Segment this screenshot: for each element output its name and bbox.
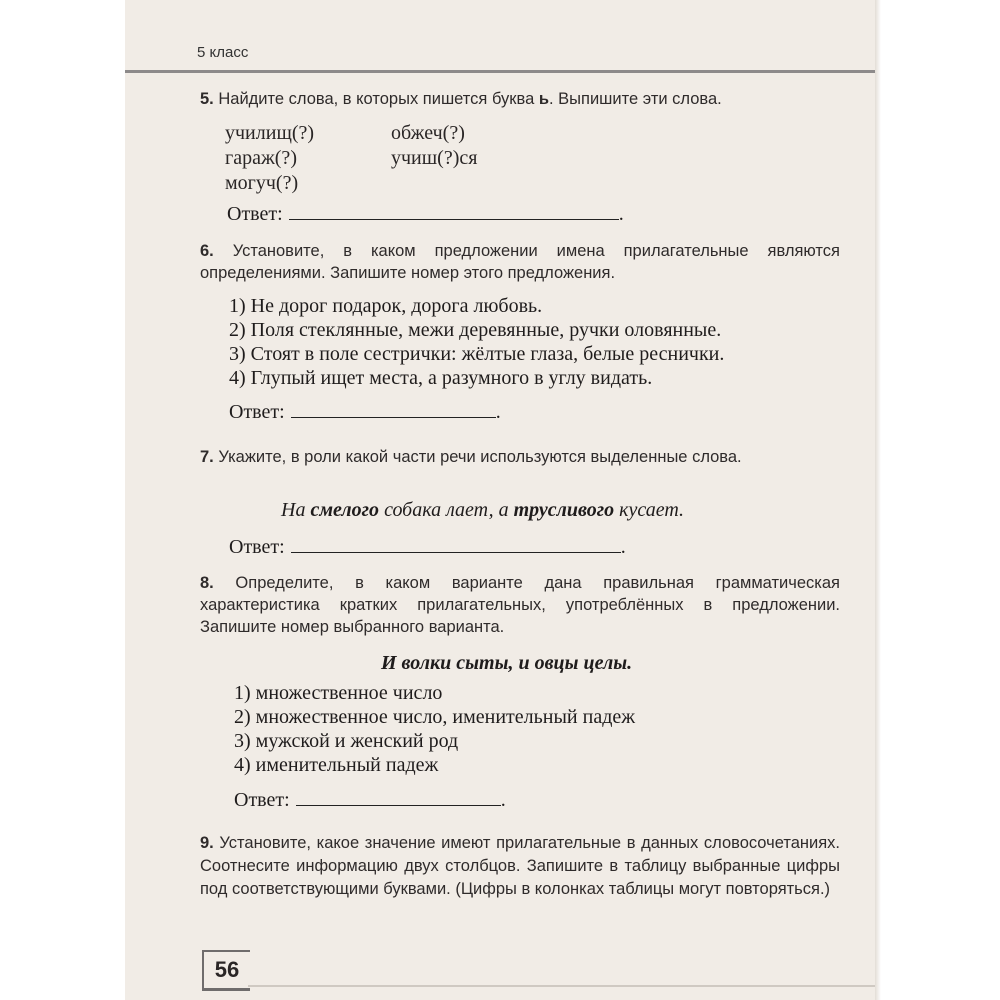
task-8-prompt — [200, 572, 840, 638]
answer-blank[interactable] — [289, 218, 619, 220]
task-5-letter: ь — [538, 90, 549, 108]
highlighted-word: трусливого — [513, 499, 615, 521]
word-item: обжеч(?) — [391, 122, 465, 144]
task-9-text: Установите, какое значение имеют прилагательные в данных словосочетаниях. Соотнесите информацию двух столбцов. Запишите в таблицу выбранные цифры под соответствующими буквами. (Цифры в колонках таблицы могут повторяться.) — [200, 834, 840, 898]
task-5-words-col1 — [225, 121, 314, 196]
page-number: 56 — [202, 950, 250, 991]
task-5-text-end: . Выпишите эти слова. — [549, 90, 722, 108]
task-8-sentence: И волки сыты, и овцы целы. — [381, 652, 633, 674]
header-divider — [125, 70, 875, 73]
answer-label: Ответ: — [234, 789, 290, 811]
workbook-page — [125, 0, 875, 1000]
task-6-option-3: 3) Стоят в поле сестрички: жёлтые глаза, белые реснички. — [229, 343, 725, 365]
answer-label: Ответ: — [227, 203, 283, 225]
task-8-text: Определите, в каком варианте дана правильная грамматическая характеристика кратких прилагательных, употреблённых в предложении. Запишите номер выбранного варианта. — [200, 574, 840, 636]
word-item: гараж(?) — [225, 147, 297, 169]
task-6-option-4: 4) Глупый ищет места, а разумного в углу видать. — [229, 367, 653, 389]
word-item: могуч(?) — [225, 172, 299, 194]
task-8-number: 8. — [200, 574, 214, 592]
grade-label: 5 класс — [197, 44, 249, 61]
answer-label: Ответ: — [229, 536, 285, 558]
task-5-words-col2 — [391, 121, 477, 171]
task-9-number: 9. — [200, 834, 214, 852]
task-8-option-4: 4) именительный падеж — [234, 754, 439, 776]
task-6-prompt — [200, 240, 840, 284]
task-8-option-3: 3) мужской и женский род — [234, 730, 459, 752]
task-5-number: 5. — [200, 90, 214, 108]
page-edge-shadow — [875, 0, 881, 1000]
task-6-number: 6. — [200, 242, 214, 260]
task-8-option-1: 1) множественное число — [234, 682, 443, 704]
task-7-prompt — [200, 446, 840, 468]
task-5-text: Найдите слова, в которых пишется буква — [213, 90, 539, 108]
task-7-answer: Ответ: . — [229, 536, 626, 558]
task-9-prompt — [200, 832, 840, 901]
task-6-answer: Ответ: . — [229, 401, 501, 423]
answer-blank[interactable] — [291, 551, 621, 553]
task-6-option-2: 2) Поля стеклянные, межи деревянные, ручки оловянные. — [229, 319, 722, 341]
answer-blank[interactable] — [296, 804, 501, 806]
task-5-prompt — [200, 88, 840, 110]
answer-label: Ответ: — [229, 401, 285, 423]
task-7-text: Укажите, в роли какой части речи используются выделенные слова. — [213, 448, 742, 466]
highlighted-word: смелого — [310, 499, 380, 521]
task-6-text: Установите, в каком предложении имена прилагательные являются определениями. Запишите номер этого предложения. — [200, 242, 840, 282]
task-7-sentence: На смелого собака лает, а трусливого кусает. — [281, 499, 685, 521]
word-item: учиш(?)ся — [391, 147, 478, 169]
task-5-answer: Ответ: . — [227, 203, 624, 225]
footer-rule — [248, 985, 875, 987]
task-7-number: 7. — [200, 448, 214, 466]
answer-blank[interactable] — [291, 416, 496, 418]
task-8-option-2: 2) множественное число, именительный падеж — [234, 706, 636, 728]
word-item: училищ(?) — [225, 122, 315, 144]
task-6-option-1: 1) Не дорог подарок, дорога любовь. — [229, 295, 543, 317]
task-8-answer: Ответ: . — [234, 789, 506, 811]
